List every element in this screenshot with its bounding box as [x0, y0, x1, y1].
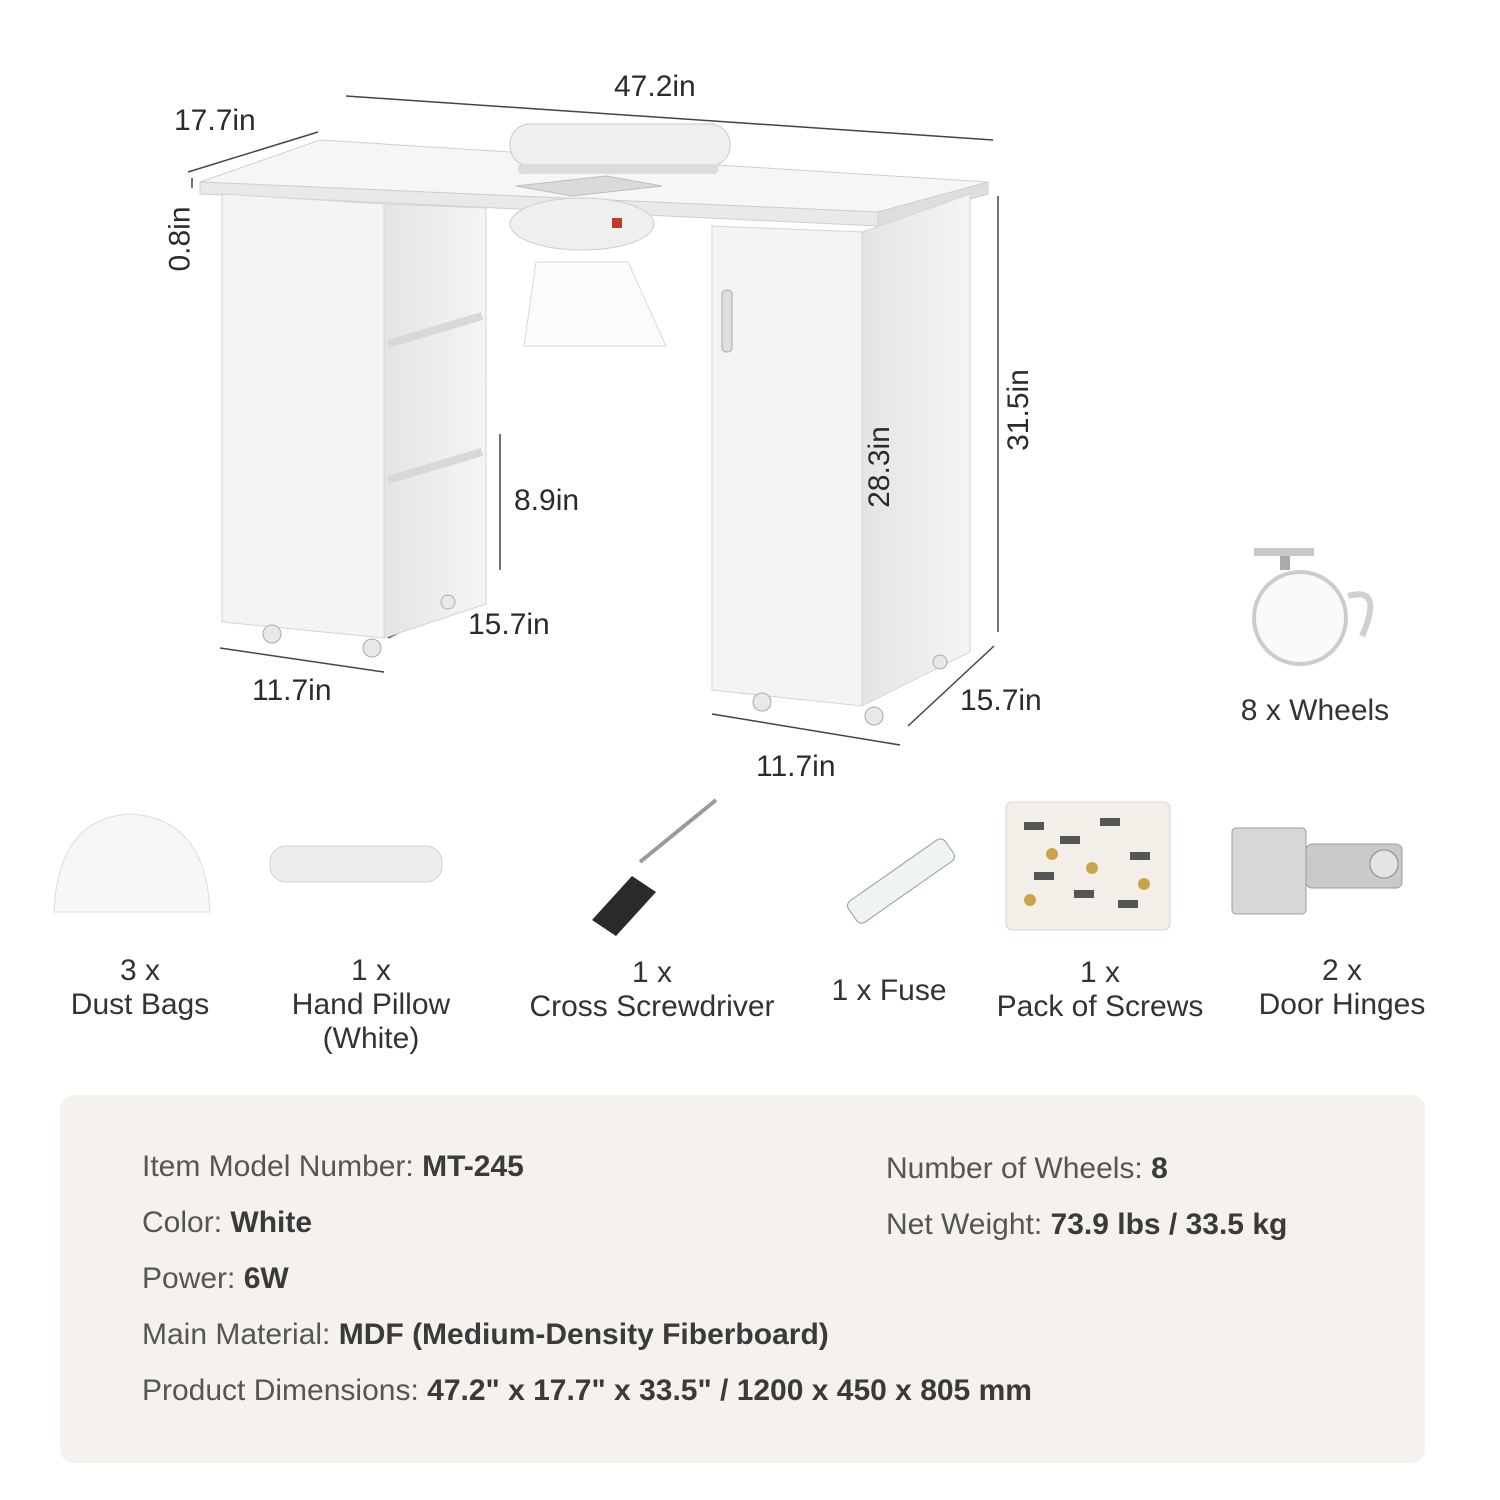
dust-collector: [510, 198, 666, 346]
spec-label: Net Weight:: [886, 1208, 1043, 1241]
hand-pillow-on-table: [510, 124, 730, 174]
cabinet-height-dimension: 28.3in: [862, 426, 896, 508]
accessory-qty: 1 x: [350, 954, 392, 987]
left-width-dimension: 11.7in: [252, 674, 332, 707]
accessory-name: 1 x Fuse: [831, 974, 947, 1007]
left-depth-dimension: 15.7in: [468, 608, 550, 641]
spec-value: White: [230, 1206, 313, 1239]
screws-pack-image: [1006, 802, 1170, 930]
spec-material: [142, 1318, 829, 1352]
width-dimension: 47.2in: [614, 70, 696, 103]
shelf-height-dimension: 8.9in: [514, 484, 580, 517]
spec-value: MDF (Medium-Density Fiberboard): [338, 1318, 829, 1351]
spec-model: [142, 1150, 524, 1184]
spec-value: 47.2" x 17.7" x 33.5" / 1200 x 450 x 805 mm: [427, 1374, 1032, 1407]
accessory-name: Cross Screwdriver: [529, 990, 775, 1023]
accessory-door-hinges: [1240, 954, 1444, 1022]
accessory-name: Hand Pillow: [291, 988, 451, 1021]
spec-power: [142, 1262, 289, 1296]
accessory-fuse: [810, 974, 968, 1008]
spec-label: Item Model Number:: [142, 1150, 414, 1183]
accessory-hand-pillow: [260, 954, 482, 1056]
spec-value: 6W: [243, 1262, 289, 1295]
spec-wheels: [886, 1152, 1168, 1186]
depth-dimension: 17.7in: [174, 104, 256, 137]
left-cabinet: [222, 194, 486, 657]
spec-value: 73.9 lbs / 33.5 kg: [1050, 1208, 1288, 1241]
spec-value: MT-245: [422, 1150, 524, 1183]
accessory-name: Pack of Screws: [996, 990, 1204, 1023]
dust-bag-image: [54, 814, 210, 912]
wheel-image: [1254, 548, 1370, 664]
accessory-extra: (White): [322, 1022, 420, 1055]
accessory-qty: 2 x: [1321, 954, 1363, 987]
spec-label: Color:: [142, 1206, 223, 1239]
accessory-screws: [980, 956, 1220, 1024]
total-height-dimension: 31.5in: [1001, 369, 1035, 451]
accessory-name: Dust Bags: [70, 988, 210, 1021]
right-cabinet: [712, 194, 970, 725]
spec-weight: [886, 1208, 1287, 1242]
spec-label: Product Dimensions:: [142, 1374, 419, 1407]
accessory-dust-bags: [40, 954, 240, 1022]
screwdriver-image: [592, 800, 716, 936]
spec-value: 8: [1151, 1152, 1168, 1185]
door-hinges-image: [1232, 828, 1402, 914]
fuse-image: [845, 837, 957, 926]
spec-label: Number of Wheels:: [886, 1152, 1143, 1185]
spec-label: Power:: [142, 1262, 236, 1295]
right-width-dimension: 11.7in: [756, 750, 836, 783]
spec-label: Main Material:: [142, 1318, 331, 1351]
accessory-qty: 1 x: [631, 956, 673, 989]
hand-pillow-image: [270, 846, 442, 882]
wheels-label: 8 x Wheels: [1240, 694, 1390, 727]
accessory-name: Door Hinges: [1258, 988, 1426, 1021]
spec-dimensions: [142, 1374, 1032, 1408]
right-depth-dimension: 15.7in: [960, 684, 1042, 717]
accessory-qty: 1 x: [1079, 956, 1121, 989]
accessory-screwdriver: [510, 956, 794, 1024]
spec-color: [142, 1206, 312, 1240]
top-thickness-dimension: 0.8in: [163, 206, 197, 272]
accessory-qty: 3 x: [119, 954, 161, 987]
